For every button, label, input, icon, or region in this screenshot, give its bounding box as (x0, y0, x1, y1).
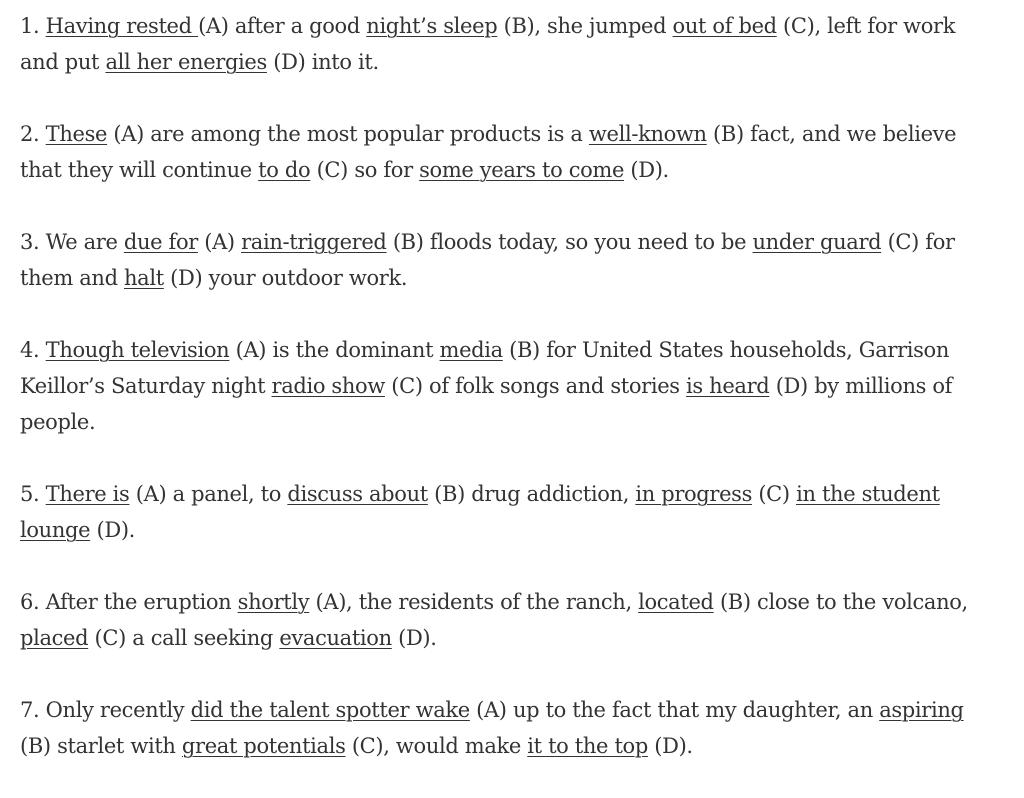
question-number: 2. (20, 122, 40, 146)
sentence-text: (D). (90, 518, 136, 542)
underlined-option: under guard (752, 230, 882, 254)
underlined-option: Though television (45, 338, 230, 362)
sentence-text: After the eruption (45, 590, 238, 614)
sentence-text: (C) of folk songs and stories (384, 374, 687, 398)
underlined-option: These (45, 122, 108, 146)
question-number: 5. (20, 482, 40, 506)
sentence-text: (C) for them and (20, 230, 955, 290)
sentence-text: (A), the residents of the ranch, (309, 590, 639, 614)
underlined-option: great potentials (181, 734, 346, 758)
sentence-text: (D) by millions of people. (20, 374, 953, 434)
question-number: 3. (20, 230, 40, 254)
underlined-option: all her energies (105, 50, 267, 74)
question-number: 7. (20, 698, 40, 722)
underlined-option: discuss about (287, 482, 428, 506)
sentence-text: (B) for United States households, Garrison Keillor’s Saturday night (20, 338, 950, 398)
sentence-text: (A) up to the fact that my daughter, an (469, 698, 880, 722)
underlined-option: in progress (635, 482, 753, 506)
underlined-option: radio show (271, 374, 385, 398)
underlined-option: Having rested (45, 14, 199, 38)
sentence-text: (D). (624, 158, 669, 182)
sentence-text: (A) are among the most popular products is a (107, 122, 589, 146)
sentence-text: Only recently (45, 698, 191, 722)
sentence-text: (B), she jumped (497, 14, 673, 38)
underlined-option: out of bed (672, 14, 777, 38)
underlined-option: rain-triggered (241, 230, 387, 254)
question-number: 6. (20, 590, 40, 614)
underlined-option: did the talent spotter wake (190, 698, 470, 722)
underlined-option: media (439, 338, 503, 362)
sentence-text: (C), would make (345, 734, 528, 758)
sentence-text: (B) close to the volcano, (713, 590, 968, 614)
question-5 (20, 476, 990, 548)
underlined-option: night’s sleep (366, 14, 498, 38)
sentence-text: (A) a panel, to (129, 482, 288, 506)
underlined-option: placed (20, 626, 89, 650)
question-4 (20, 332, 990, 440)
underlined-option: to do (258, 158, 311, 182)
sentence-text: (C) (752, 482, 797, 506)
sentence-text: (C) a call seeking (88, 626, 280, 650)
question-number: 1. (20, 14, 40, 38)
underlined-option: shortly (237, 590, 310, 614)
sentence-text: (A) (197, 230, 242, 254)
question-1 (20, 8, 990, 80)
underlined-option: in the student lounge (20, 482, 940, 542)
underlined-option: some years to come (419, 158, 625, 182)
underlined-option: halt (124, 266, 164, 290)
sentence-text: (C) so for (310, 158, 420, 182)
sentence-text: (B) drug addiction, (427, 482, 636, 506)
sentence-text: (B) floods today, so you need to be (386, 230, 753, 254)
question-3 (20, 224, 990, 296)
sentence-text: (D). (647, 734, 693, 758)
question-2 (20, 116, 990, 188)
question-number: 4. (20, 338, 40, 362)
sentence-text: (D). (391, 626, 437, 650)
sentence-text: (D) into it. (266, 50, 379, 74)
question-7 (20, 692, 990, 764)
sentence-text: (A) is the dominant (229, 338, 440, 362)
sentence-text: (B) fact, and we believe that they will continue (20, 122, 957, 182)
question-6 (20, 584, 990, 656)
sentence-text: (A) after a good (198, 14, 367, 38)
underlined-option: evacuation (279, 626, 392, 650)
sentence-text: (B) starlet with (20, 734, 182, 758)
underlined-option: located (638, 590, 714, 614)
underlined-option: due for (123, 230, 198, 254)
underlined-option: well-known (588, 122, 707, 146)
sentence-text: We are (45, 230, 124, 254)
underlined-option: aspiring (879, 698, 964, 722)
underlined-option: is heard (686, 374, 770, 398)
underlined-option: There is (45, 482, 130, 506)
sentence-text: (D) your outdoor work. (163, 266, 408, 290)
underlined-option: it to the top (527, 734, 648, 758)
sentence-text: (C), left for work and put (20, 14, 956, 74)
